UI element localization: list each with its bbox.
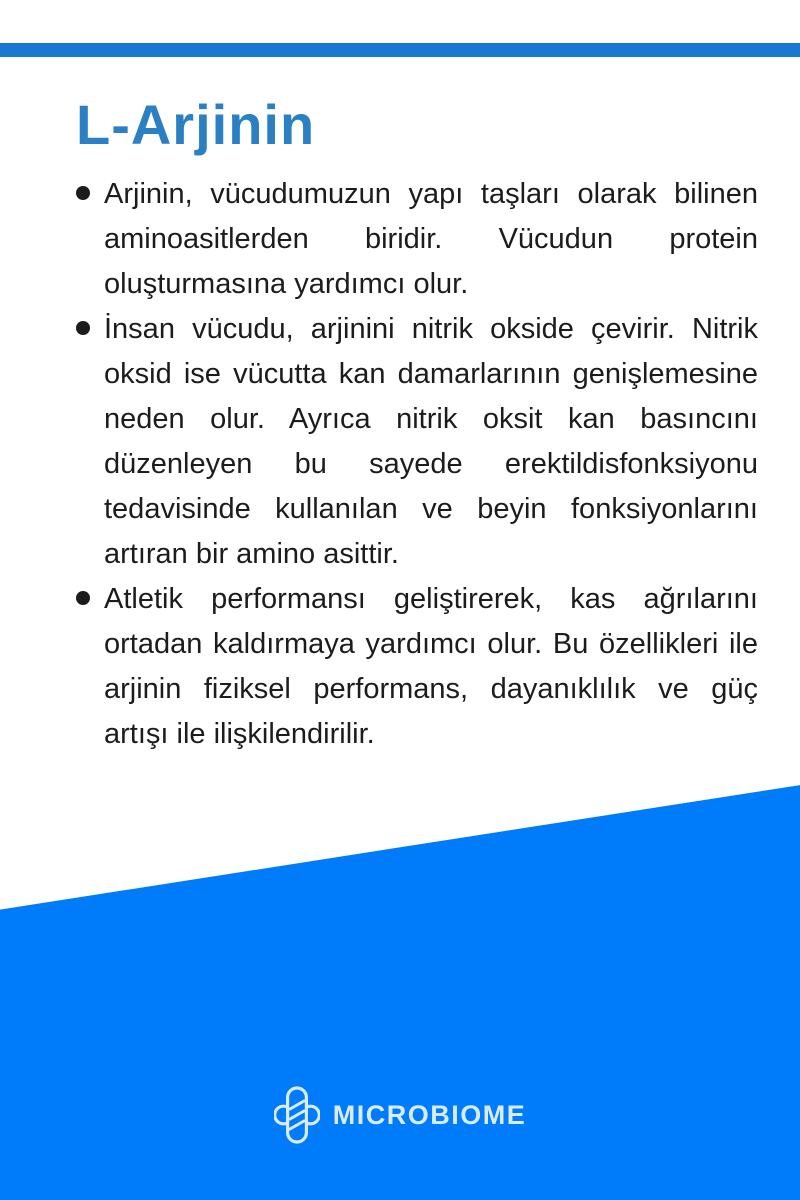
bullet-text: Atletik performansı geliştirerek, kas ağrılarını ortadan kaldırmaya yardımcı olur. Bu özellikleri ile arjinin fiziksel performans, dayanıklılık ve güç artışı ile ilişkilendirilir. [104, 583, 758, 750]
list-item [76, 172, 758, 307]
bullet-dot-icon [76, 186, 90, 200]
bullet-text: Arjinin, vücudumuzun yapı taşları olarak bilinen aminoasitlerden biridir. Vücudun protein oluşturmasına yardımcı olur. [104, 178, 758, 300]
bullet-list [76, 172, 758, 757]
bullet-dot-icon [76, 591, 90, 605]
list-item [76, 577, 758, 757]
page-title: L-Arjinin [76, 93, 316, 156]
dna-capsule-icon [274, 1086, 320, 1144]
bullet-dot-icon [76, 321, 90, 335]
brand-logo [0, 1084, 800, 1146]
list-item [76, 307, 758, 577]
top-accent-bar [0, 43, 800, 57]
bullet-text: İnsan vücudu, arjinini nitrik okside çevirir. Nitrik oksid ise vücutta kan damarlarının genişlemesine neden olur. Ayrıca nitrik oksit kan basıncını düzenleyen bu sayede erektildisfonksiyonu tedavisinde kullanılan ve beyin fonksiyonlarını artıran bir amino asittir. [104, 313, 758, 570]
brand-name: MICROBIOME [332, 1099, 527, 1130]
